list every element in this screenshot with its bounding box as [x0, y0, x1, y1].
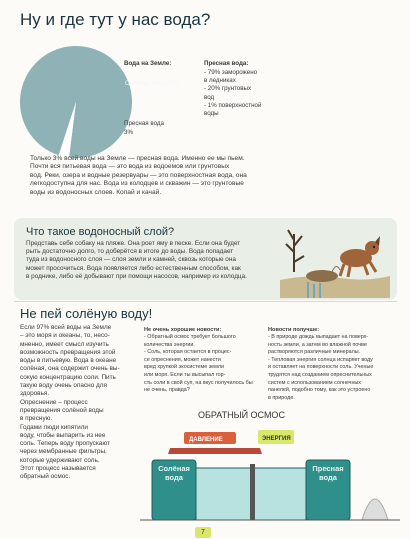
fresh-tank-label: Пресная вода [312, 464, 344, 482]
text-line: вод [204, 93, 215, 101]
text-line: – это моря и океаны, то, несо- [20, 332, 110, 340]
text-line: растворяются различные минералы. [268, 349, 361, 356]
text-line: воды из водоносных слоев. Копай и качай. [30, 188, 162, 196]
text-line: в ледниках [204, 77, 236, 85]
fresh-water-list [204, 69, 261, 118]
text-line: Представь себе собаку на пляже. Она роет яму в песке. Если она будет [26, 240, 241, 247]
text-line: Этот процесс называется [20, 465, 96, 473]
text-line: - 20% грунтовых [204, 85, 252, 93]
fresh-water-percent: 3% [124, 129, 133, 136]
text-line: се опреснения, может нанести [144, 356, 221, 363]
intro-paragraph [30, 155, 280, 197]
text-line: в природе. [268, 394, 295, 401]
text-line: через мембранные фильтры, [20, 448, 107, 456]
text-line: систем с использованием солнечных [268, 379, 361, 386]
aquifer-text [26, 240, 271, 281]
text-line: Если 97% всей воды на Земле [20, 324, 112, 331]
text-line: вред хрупкой экосистеме земли [144, 364, 225, 371]
text-line: Только 3% всей воды на Земле — пресная вода. Именно ее мы пьем. [30, 155, 245, 162]
text-line: превращения солёной воды [20, 406, 104, 414]
pressure-label: ДАВЛЕНИЕ [189, 437, 223, 443]
text-line: здоровья. [20, 390, 50, 398]
section-title: Не пей солёную воду! [20, 306, 153, 321]
text-line: - Тепловая энергия солнца испаряет воду [268, 356, 373, 363]
page-number: 7 [195, 527, 211, 538]
text-line: может просочиться. Вода появляется либо естественным способом, как [26, 264, 241, 272]
membrane [250, 464, 255, 520]
text-line: такую воду очень опасно для [20, 382, 107, 390]
desalination-column [20, 324, 138, 482]
text-line: - Соль, которая остается в процес- [144, 349, 232, 356]
text-line: Опреснение – процесс [20, 398, 88, 406]
good-news-title: Новости получше: [268, 327, 320, 333]
aquifer-title: Что такое водоносный слой? [26, 226, 175, 238]
diagram-title: ОБРАТНЫЙ ОСМОС [198, 410, 285, 420]
energy-label: ЭНЕРГИЯ [262, 436, 291, 442]
text-line: рыть достаточно долго, то доберётся в итоге до воды. Вода попадает [26, 248, 234, 256]
text-line: в роднике, либо её добывают при помощи насосов, например из колодца. [26, 272, 247, 280]
dog-digging-illustration [280, 222, 390, 298]
text-line: воду, чтобы выпарить из нее [20, 431, 106, 439]
text-line: не очень, правда? [144, 387, 190, 394]
text-line: легкодоступна для нас. Вода из колодцев и скважин — это грунтовые [30, 180, 244, 188]
text-line: - 1% поверхностной [204, 101, 262, 109]
text-line: вод. Реки, озера и водные резервуары — это поверхностная вода, она [30, 171, 247, 179]
text-line: туда из водоносного слоя — слоя земли и камней, сквозь которые она [26, 256, 236, 264]
text-line: мненно, имеет смысл изучить [20, 340, 109, 348]
text-line: сть соли в свой суп, на вкус получилось бы [144, 379, 253, 386]
salt-tank-label: Солёная вода [158, 464, 190, 482]
text-line: которые удерживают соль. [20, 456, 100, 464]
salt-water-label: Солёная вода 97% [125, 80, 180, 87]
text-line: воды [204, 110, 219, 118]
text-line: ность земли, а затем во влажной почве [268, 341, 367, 348]
text-line: солёная, она содержит очень вы- [20, 365, 120, 373]
text-line: трудятся над созданием опреснительных [268, 371, 372, 378]
chart-title: Вода на Земле: [124, 60, 172, 67]
text-line: в пресную. [20, 415, 53, 423]
text-line: соль. Теперь воду пропускают [20, 440, 110, 448]
text-line: количества энергии. [144, 341, 195, 348]
text-line: обратный осмос. [20, 473, 71, 481]
text-line: панелей, подобно тому, как это устроено [268, 387, 371, 394]
bad-news-title: Не очень хорошие новости: [144, 327, 222, 333]
salt-pile [362, 499, 388, 520]
text-line: и оставляет на поверхности соль. Ученые [268, 364, 374, 371]
text-line: сокую концентрацию соли. Пить [20, 373, 116, 381]
text-line: - 79% заморожено [204, 69, 258, 76]
text-line: - В природе дождь выпадает на поверх- [268, 334, 369, 340]
page-title: Ну и где тут у нас вода? [20, 10, 211, 29]
good-news-list [268, 334, 398, 402]
water-pie-chart [18, 44, 134, 160]
bad-news-list [144, 334, 264, 395]
text-line: - Обратный осмос требует большого [144, 334, 236, 340]
text-line: Почти вся питьевая вода — это вода из водоемов или грунтовых [30, 163, 230, 171]
text-line: Годами люди кипятили [20, 423, 89, 431]
text-line: воды в питьевую. Вода в океане [20, 357, 117, 365]
text-line: или моря. Если ты высыпал гор- [144, 371, 226, 378]
section-divider [14, 301, 397, 302]
fresh-water-label: Пресная вода [124, 120, 164, 127]
text-line: возможность превращения этой [20, 348, 116, 356]
salt-water-slice [20, 46, 132, 158]
fresh-water-title: Пресная вода: [204, 60, 249, 67]
